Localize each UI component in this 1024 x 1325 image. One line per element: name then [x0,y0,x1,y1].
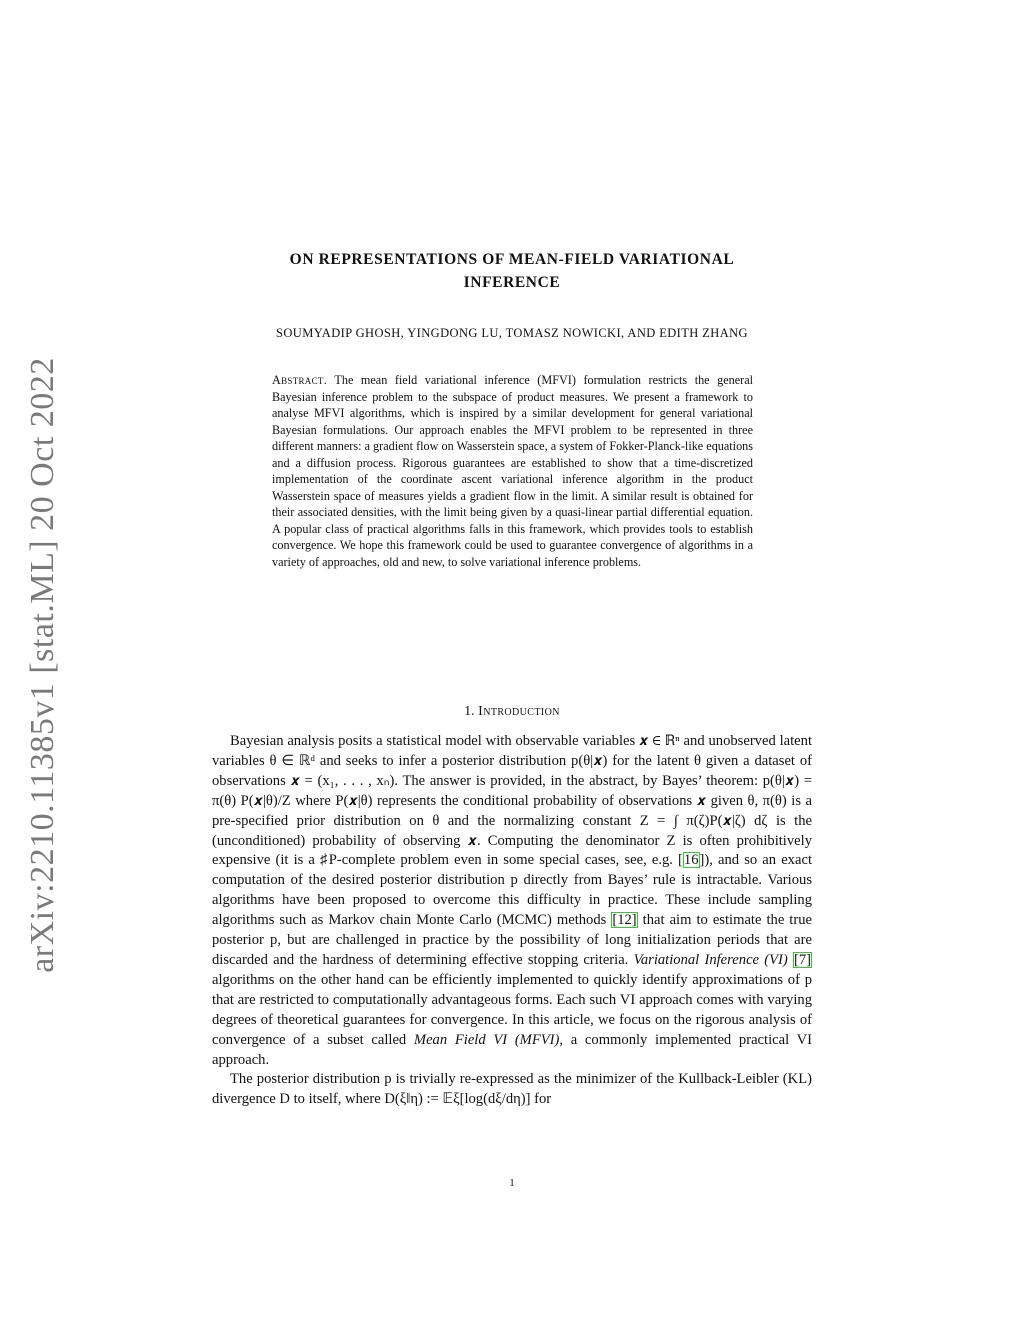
emphasized-term: Variational Inference (VI) [633,951,788,968]
paragraph: The posterior distribution p is trivially re-expressed as the minimizer of the Kullback-Leibler (KL) divergence D to itself, where D(ξ‖η) := 𝔼ξ[log(dξ/dη)] for [212,1071,812,1108]
body-text [212,732,812,1110]
section-number: 1. [464,704,475,719]
abstract [272,372,753,571]
title-line-2: INFERENCE [463,274,561,291]
arxiv-sidebar-stamp [14,345,72,985]
emphasized-term: Mean Field VI (MFVI) [413,1031,560,1048]
text-run: , a commonly implemented practical VI approach. [212,1031,812,1068]
title-line-1: ON REPRESENTATIONS OF MEAN-FIELD VARIATIONAL [289,251,735,268]
arxiv-identifier: arXiv:2210.11385v1 [stat.ML] 20 Oct 2022 [24,357,61,973]
paragraph [212,732,812,1070]
section-heading [212,704,812,720]
citation-link[interactable]: [7] [793,951,811,968]
citation-link[interactable]: [12] [612,912,637,929]
abstract-text: The mean field variational inference (MFVI) formulation restricts the general Bayesian inference problem to the subspace of product measures. We present a framework to analyse MFVI algorithms, which is inspired by a similar development for general variational Bayesian formulations. Our approach enables the MFVI problem to be represented in three different manners: a gradient flow on Wasserstein space, a system of Fokker-Planck-like equations and a diffusion process. Rigorous guarantees are established to show that a time-discretized implementation of the coordinate ascent variational inference algorithm in the product Wasserstein space of measures yields a gradient flow in the limit. A similar result is obtained for their associated densities, with the limit being given by a quasi-linear partial differential equation. A popular class of practical algorithms falls in this framework, which provides tools to establish convergence. We hope this framework could be used to guarantee convergence of algorithms in a variety of approaches, old and new, to solve variational inference problems. [272,373,754,570]
text-run: that aim to estimate the true posterior p, but are challenged in practice by the possibility of long initialization periods that are discarded and the hardness of determining effective stopping criteria. [212,912,812,968]
citation-link[interactable]: 16 [683,852,699,869]
author-list: SOUMYADIP GHOSH, YINGDONG LU, TOMASZ NOWICKI, AND EDITH ZHANG [276,326,748,340]
text-run: Bayesian analysis posits a statistical model with observable variables 𝒙 ∈ ℝⁿ and unobserved latent variables θ ∈ ℝᵈ and seeks to infer a posterior distribution p(θ|𝒙) for the latent θ given a dataset of observations 𝒙 = (x₁, . . . , xₙ). The answer is provided, in the abstract, by Bayes’ theorem: p(θ|𝒙) = π(θ) P(𝒙|θ)/Z where P(𝒙|θ) represents the conditional probability of observations 𝒙 given θ, π(θ) is a pre-specified prior distribution on θ and the normalizing constant Z = ∫ π(ζ)P(𝒙|ζ) dζ is the (unconditioned) probability of observing 𝒙. Computing the denominator Z is often prohibitively expensive (it is a ♯P-complete problem even in some special cases, see, e.g. [ [212,733,812,869]
paper-title [212,248,812,294]
section-title: Introduction [478,704,560,719]
text-run: ]), and so an exact computation of the desired posterior distribution p directly from Bayes’ rule is intractable. Various algorithms have been proposed to overcome this difficulty in practice. These include sampling algorithms such as Markov chain Monte Carlo (MCMC) methods [212,852,812,929]
text-run: algorithms on the other hand can be efficiently implemented to quickly identify approximations of p that are restricted to computationally advantageous forms. Each such VI approach comes with varying degrees of theoretical guarantees for convergence. In this article, we focus on the rigorous analysis of convergence of a subset called [212,971,812,1048]
abstract-heading: Abstract. [272,373,328,387]
page-number: 1 [509,1177,515,1189]
